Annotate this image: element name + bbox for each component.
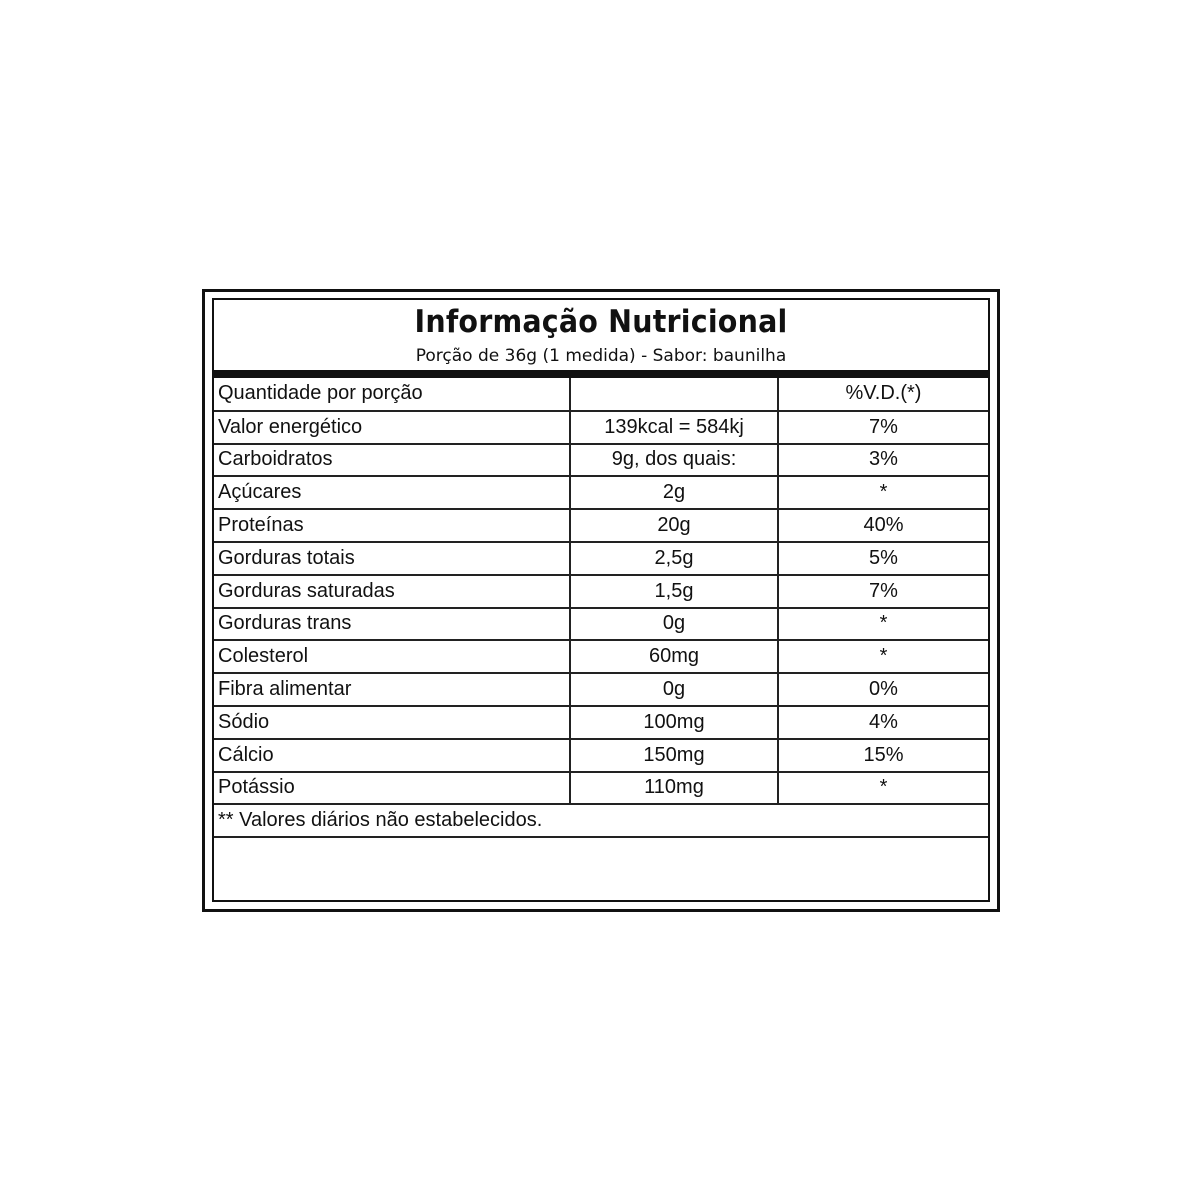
table-row [214,608,988,641]
table-row [214,575,988,608]
nutrient-dv: * [778,772,988,805]
nutrient-name: Colesterol [214,640,570,673]
nutrient-amount: 0g [570,608,778,641]
table-row [214,476,988,509]
table-row [214,509,988,542]
label-header [214,300,988,370]
nutrient-amount: 9g, dos quais: [570,444,778,477]
table-row [214,542,988,575]
table-row [214,640,988,673]
footnote: ** Valores diários não estabelecidos. [214,804,988,837]
table-row [214,411,988,444]
nutrient-name: Gorduras trans [214,608,570,641]
nutrient-amount: 110mg [570,772,778,805]
nutrient-name: Valor energético [214,411,570,444]
table-row [214,706,988,739]
nutrient-name: Proteínas [214,509,570,542]
nutrient-dv: 7% [778,575,988,608]
nutrient-amount: 20g [570,509,778,542]
nutrient-amount: 1,5g [570,575,778,608]
nutrient-dv: 5% [778,542,988,575]
table-row [214,673,988,706]
label-title: Informação Nutricional [414,304,788,340]
footnote-row [214,804,988,837]
table-header-row [214,378,988,411]
header-cell-name: Quantidade por porção [214,378,570,411]
nutrient-amount: 0g [570,673,778,706]
nutrient-amount: 100mg [570,706,778,739]
nutrient-dv: 0% [778,673,988,706]
header-divider [214,370,988,378]
nutrition-label [212,298,990,902]
nutrient-name: Cálcio [214,739,570,772]
nutrient-amount: 2g [570,476,778,509]
nutrient-dv: 15% [778,739,988,772]
nutrient-name: Sódio [214,706,570,739]
nutrition-table [214,378,988,838]
nutrient-dv: * [778,476,988,509]
nutrient-dv: 3% [778,444,988,477]
nutrient-name: Potássio [214,772,570,805]
nutrient-amount: 2,5g [570,542,778,575]
label-subtitle: Porção de 36g (1 medida) - Sabor: baunilha [415,346,787,366]
nutrient-amount: 139kcal = 584kj [570,411,778,444]
table-row [214,444,988,477]
nutrient-name: Açúcares [214,476,570,509]
nutrient-name: Gorduras saturadas [214,575,570,608]
nutrient-name: Carboidratos [214,444,570,477]
nutrient-dv: 7% [778,411,988,444]
nutrient-name: Fibra alimentar [214,673,570,706]
table-row [214,772,988,805]
header-cell-amount [570,378,778,411]
nutrient-dv: 40% [778,509,988,542]
nutrient-dv: * [778,608,988,641]
nutrient-dv: 4% [778,706,988,739]
nutrient-dv: * [778,640,988,673]
nutrient-name: Gorduras totais [214,542,570,575]
table-row [214,739,988,772]
header-cell-dv: %V.D.(*) [778,378,988,411]
nutrient-amount: 150mg [570,739,778,772]
nutrient-amount: 60mg [570,640,778,673]
